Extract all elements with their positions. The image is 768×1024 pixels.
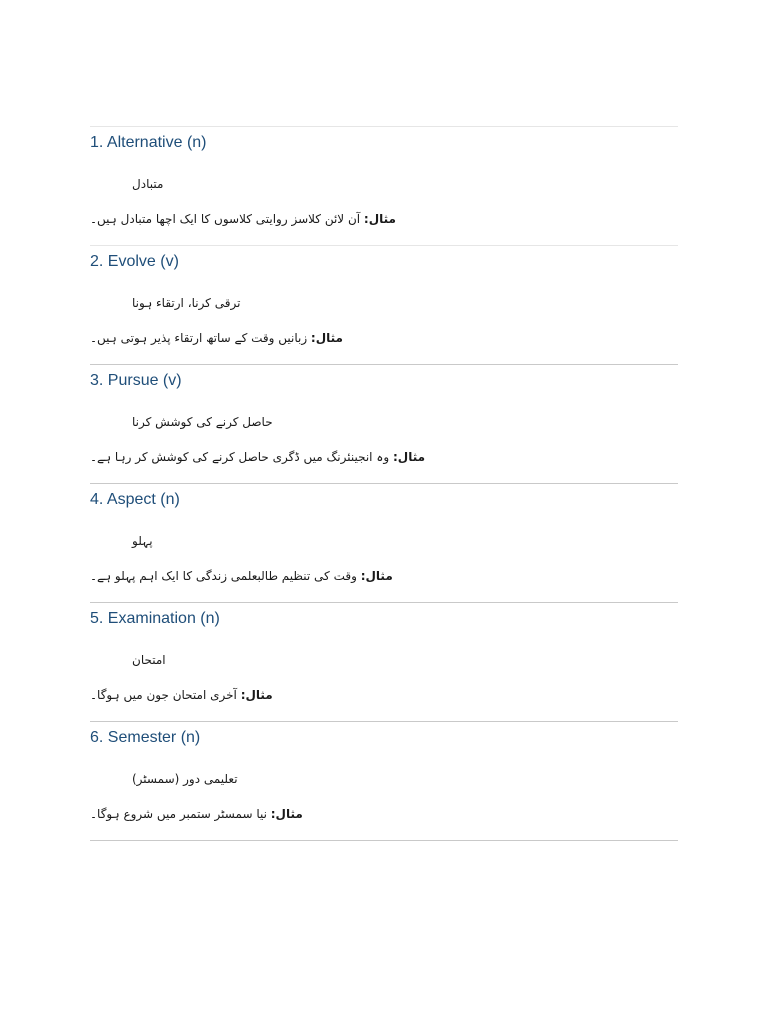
example-label: مثال:	[270, 807, 303, 821]
vocab-entry-alternative	[90, 127, 678, 246]
example-sentence: نیا سمسٹر ستمبر میں شروع ہوگا۔	[90, 807, 271, 821]
entry-example	[90, 212, 396, 226]
example-sentence: زبانیں وقت کے ساتھ ارتقاء پذیر ہوتی ہیں۔	[90, 331, 311, 345]
entry-example	[90, 569, 393, 583]
entry-term: 3. Pursue (v)	[90, 372, 182, 389]
example-label: مثال:	[240, 688, 273, 702]
entry-term: 2. Evolve (v)	[90, 253, 179, 270]
example-sentence: وہ انجینئرنگ میں ڈگری حاصل کرنے کی کوشش کر رہا ہے۔	[90, 450, 393, 464]
entry-example	[90, 807, 303, 821]
entry-meaning: متبادل	[132, 177, 164, 191]
vocab-entry-evolve	[90, 246, 678, 365]
example-sentence: آن لائن کلاسز روایتی کلاسوں کا ایک اچھا متبادل ہیں۔	[90, 212, 364, 226]
vocab-entry-semester	[90, 722, 678, 841]
entry-meaning: حاصل کرنے کی کوشش کرنا	[132, 415, 273, 429]
example-sentence: آخری امتحان جون میں ہوگا۔	[90, 688, 241, 702]
entry-meaning: پہلو	[132, 534, 153, 548]
example-label: مثال:	[363, 212, 396, 226]
entry-example	[90, 450, 425, 464]
entry-term: 1. Alternative (n)	[90, 134, 207, 151]
example-label: مثال:	[360, 569, 393, 583]
vocab-entry-pursue	[90, 365, 678, 484]
entry-term: 4. Aspect (n)	[90, 491, 180, 508]
example-label: مثال:	[310, 331, 343, 345]
entry-example	[90, 688, 273, 702]
entry-meaning: ترقی کرنا، ارتقاء ہونا	[132, 296, 241, 310]
entry-example	[90, 331, 343, 345]
vocab-entry-examination	[90, 603, 678, 722]
entry-meaning: تعلیمی دور (سمسٹر)	[132, 772, 238, 786]
example-sentence: وقت کی تنظیم طالبعلمی زندگی کا ایک اہم پہلو ہے۔	[90, 569, 361, 583]
vocab-entry-aspect	[90, 484, 678, 603]
entry-term: 6. Semester (n)	[90, 729, 201, 746]
entry-meaning: امتحان	[132, 653, 166, 667]
example-label: مثال:	[392, 450, 426, 464]
vocabulary-list	[90, 127, 678, 841]
entry-term: 5. Examination (n)	[90, 610, 220, 627]
